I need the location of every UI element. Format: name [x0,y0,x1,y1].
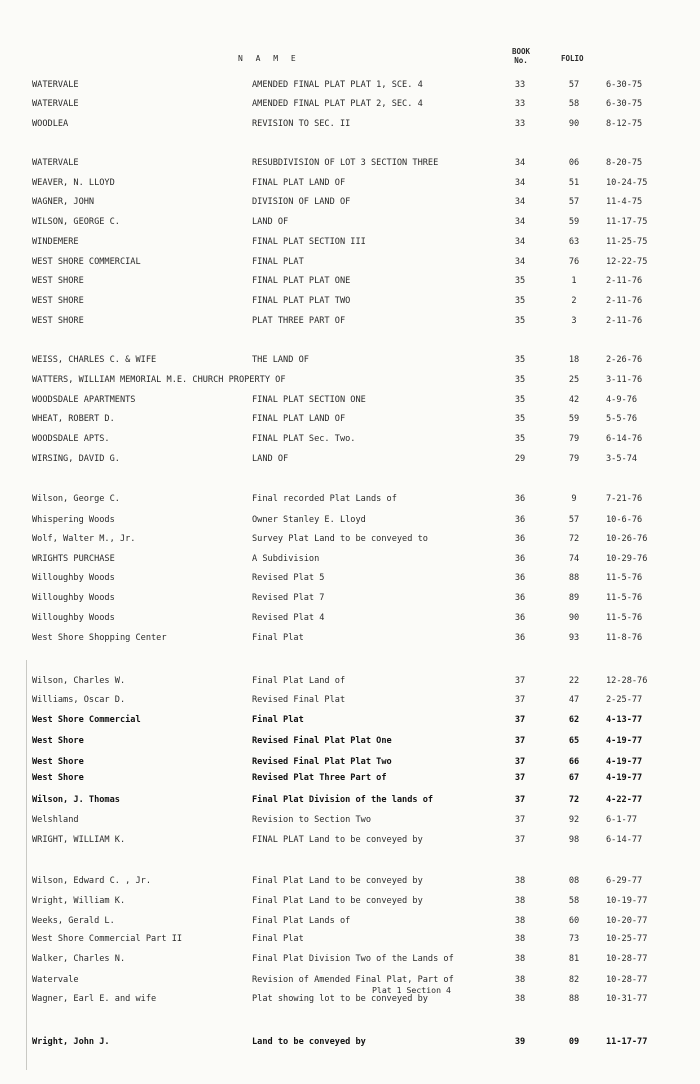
row-date: 3-5-74 [606,454,638,464]
row-name: Willoughby Woods [32,573,115,583]
row-description: FINAL PLAT SECTION III [252,237,366,247]
row-book: 34 [514,257,526,267]
row-date: 10-31-77 [606,994,648,1004]
table-row [0,934,700,948]
table-row [0,1037,700,1051]
row-book: 37 [514,676,526,686]
row-description: Revision of Amended Final Plat, Part of [252,975,454,985]
row-book: 33 [514,99,526,109]
row-folio: 47 [568,695,580,705]
row-name: Whispering Woods [32,515,115,525]
row-date: 6-29-77 [606,876,643,886]
row-description: Owner Stanley E. Lloyd [252,515,366,525]
row-folio: 90 [568,613,580,623]
row-book: 37 [514,795,526,805]
row-folio: 60 [568,916,580,926]
row-book: 36 [514,593,526,603]
row-book: 36 [514,554,526,564]
row-name: Watervale [32,975,79,985]
row-book: 35 [514,375,526,385]
row-date: 4-13-77 [606,715,643,725]
row-description: Revision to Section Two [252,815,371,825]
row-date: 6-30-75 [606,80,643,90]
row-date: 2-11-76 [606,296,643,306]
row-book: 38 [514,896,526,906]
row-folio: 82 [568,975,580,985]
row-description: Revised Final Plat Plat Two [252,757,392,767]
table-row [0,757,700,771]
row-description: Final Plat [252,715,304,725]
row-name: Willoughby Woods [32,613,115,623]
row-name: Welshland [32,815,79,825]
row-date: 11-25-75 [606,237,648,247]
row-name: WAGNER, JOHN [32,197,95,207]
row-description: AMENDED FINAL PLAT PLAT 2, SEC. 4 [252,99,423,109]
row-description: FINAL PLAT Sec. Two. [252,434,356,444]
row-description: FINAL PLAT PLAT ONE [252,276,351,286]
row-name: WOODSDALE APTS. [32,434,110,444]
row-description: Final Plat Land of [252,676,346,686]
table-row [0,534,700,548]
row-description: THE LAND OF [252,355,309,365]
table-row [0,375,700,389]
table-row [0,736,700,750]
row-description: FINAL PLAT LAND OF [252,178,346,188]
row-folio: 63 [568,237,580,247]
table-row [0,158,700,172]
row-book: 37 [514,815,526,825]
row-date: 10-24-75 [606,178,648,188]
row-date: 4-22-77 [606,795,643,805]
row-folio: 58 [568,99,580,109]
row-name: WINDEMERE [32,237,79,247]
row-book: 36 [514,515,526,525]
row-book: 38 [514,934,526,944]
row-date: 10-28-77 [606,954,648,964]
row-name: WEST SHORE [32,316,84,326]
row-name: WOODSDALE APARTMENTS [32,395,136,405]
row-book: 36 [514,573,526,583]
row-description: Final Plat [252,633,304,643]
row-folio: 1 [571,276,577,286]
row-book: 38 [514,954,526,964]
table-row [0,676,700,690]
row-folio: 76 [568,257,580,267]
table-row [0,395,700,409]
row-description: Final Plat Land to be conveyed by [252,896,423,906]
row-folio: 62 [568,715,580,725]
table-row [0,355,700,369]
table-row [0,414,700,428]
row-name: WIRSING, DAVID G. [32,454,120,464]
row-date: 11-17-77 [606,1037,648,1047]
row-book: 36 [514,613,526,623]
row-folio: 90 [568,119,580,129]
row-folio: 08 [568,876,580,886]
table-row [0,773,700,787]
row-name: Wilson, Edward C. , Jr. [32,876,151,886]
row-description: Survey Plat Land to be conveyed to [252,534,428,544]
table-row [0,554,700,568]
watervale-subline: Plat 1 Section 4 [372,985,451,995]
row-folio: 3 [571,316,577,326]
row-description: PLAT THREE PART OF [252,316,346,326]
table-row [0,954,700,968]
table-row [0,815,700,829]
row-folio: 59 [568,217,580,227]
row-date: 2-26-76 [606,355,643,365]
row-description: LAND OF [252,217,289,227]
table-row [0,876,700,890]
row-folio: 57 [568,515,580,525]
row-folio: 81 [568,954,580,964]
table-row [0,296,700,310]
row-name: West Shore Commercial Part II [32,934,183,944]
table-row [0,975,700,989]
row-date: 11-17-75 [606,217,648,227]
row-folio: 9 [571,494,577,504]
table-row [0,494,700,508]
row-book: 35 [514,316,526,326]
row-book: 34 [514,178,526,188]
row-book: 38 [514,975,526,985]
row-book: 35 [514,276,526,286]
table-row [0,316,700,330]
row-book: 35 [514,395,526,405]
row-date: 10-19-77 [606,896,648,906]
row-book: 33 [514,119,526,129]
row-date: 5-5-76 [606,414,638,424]
table-row [0,795,700,809]
row-date: 10-6-76 [606,515,643,525]
row-folio: 57 [568,80,580,90]
row-name: West Shore [32,773,84,783]
row-date: 11-5-76 [606,573,643,583]
row-description: Final Plat Lands of [252,916,351,926]
table-row [0,217,700,231]
row-folio: 58 [568,896,580,906]
row-date: 6-14-76 [606,434,643,444]
row-book: 35 [514,355,526,365]
row-book: 37 [514,835,526,845]
row-description: Final Plat Land to be conveyed by [252,876,423,886]
row-date: 6-30-75 [606,99,643,109]
row-folio: 57 [568,197,580,207]
row-date: 2-11-76 [606,316,643,326]
row-name: WEISS, CHARLES C. & WIFE [32,355,157,365]
folio-column-header: FOLIO [561,54,584,63]
row-folio: 18 [568,355,580,365]
row-book: 38 [514,876,526,886]
row-folio: 42 [568,395,580,405]
row-description: FINAL PLAT LAND OF [252,414,346,424]
row-date: 10-20-77 [606,916,648,926]
table-row [0,573,700,587]
row-date: 10-28-77 [606,975,648,985]
row-description: FINAL PLAT Land to be conveyed by [252,835,423,845]
row-folio: 98 [568,835,580,845]
row-book: 34 [514,217,526,227]
row-date: 11-5-76 [606,613,643,623]
table-row [0,593,700,607]
row-folio: 92 [568,815,580,825]
row-folio: 89 [568,593,580,603]
row-book: 33 [514,80,526,90]
row-folio: 59 [568,414,580,424]
row-description: Revised Plat Three Part of [252,773,387,783]
row-folio: 65 [568,736,580,746]
table-row [0,695,700,709]
row-name: Wilson, J. Thomas [32,795,120,805]
book-header-line2: No. [514,56,528,65]
table-row [0,197,700,211]
row-book: 35 [514,296,526,306]
row-name: WOODLEA [32,119,69,129]
table-row [0,515,700,529]
row-name: WHEAT, ROBERT D. [32,414,115,424]
row-description: LAND OF [252,454,289,464]
row-description: Revised Plat 4 [252,613,325,623]
table-row [0,994,700,1008]
row-folio: 93 [568,633,580,643]
table-row [0,276,700,290]
row-name: Willoughby Woods [32,593,115,603]
row-date: 2-11-76 [606,276,643,286]
row-name: WATERVALE [32,158,79,168]
row-description: Revised Final Plat [252,695,346,705]
row-date: 4-19-77 [606,736,643,746]
row-date: 3-11-76 [606,375,643,385]
row-name: Wilson, Charles W. [32,676,126,686]
row-book: 38 [514,994,526,1004]
row-name: WEAVER, N. LLOYD [32,178,115,188]
row-description: Final Plat [252,934,304,944]
row-description: REVISION TO SEC. II [252,119,351,129]
row-description: Revised Plat 7 [252,593,325,603]
table-row [0,119,700,133]
row-folio: 66 [568,757,580,767]
row-name: WATERVALE [32,99,79,109]
row-name: West Shore [32,736,84,746]
row-description: Land to be conveyed by [252,1037,366,1047]
margin-rule [26,660,27,1070]
row-name: Wolf, Walter M., Jr. [32,534,136,544]
table-row [0,916,700,930]
row-book: 36 [514,494,526,504]
row-date: 8-12-75 [606,119,643,129]
column-header [0,0,700,80]
row-book: 37 [514,736,526,746]
row-folio: 22 [568,676,580,686]
row-description: Final recorded Plat Lands of [252,494,397,504]
row-date: 2-25-77 [606,695,643,705]
row-folio: 79 [568,434,580,444]
row-date: 7-21-76 [606,494,643,504]
table-row [0,257,700,271]
row-name: Wagner, Earl E. and wife [32,994,157,1004]
row-date: 6-14-77 [606,835,643,845]
row-book: 38 [514,916,526,926]
row-name: Wright, John J. [32,1037,110,1047]
name-column-header: N A M E [238,54,300,63]
table-row [0,80,700,94]
row-description: DIVISION OF LAND OF [252,197,351,207]
table-row [0,715,700,729]
row-folio: 51 [568,178,580,188]
row-book: 29 [514,454,526,464]
row-date: 8-20-75 [606,158,643,168]
row-description: Revised Plat 5 [252,573,325,583]
row-book: 34 [514,237,526,247]
row-date: 11-4-75 [606,197,643,207]
row-name: WEST SHORE [32,296,84,306]
row-folio: 06 [568,158,580,168]
row-date: 10-25-77 [606,934,648,944]
row-folio: 67 [568,773,580,783]
row-name: West Shore Shopping Center [32,633,167,643]
row-date: 4-19-77 [606,773,643,783]
row-description: RESUBDIVISION OF LOT 3 SECTION THREE [252,158,439,168]
row-description: Final Plat Division Two of the Lands of [252,954,454,964]
row-date: 12-28-76 [606,676,648,686]
row-folio: 25 [568,375,580,385]
row-description: Revised Final Plat Plat One [252,736,392,746]
row-book: 39 [514,1037,526,1047]
table-row [0,237,700,251]
book-header-line1: BOOK [511,47,531,56]
table-row [0,434,700,448]
row-folio: 09 [568,1037,580,1047]
row-date: 11-5-76 [606,593,643,603]
row-book: 37 [514,757,526,767]
row-folio: 72 [568,534,580,544]
row-name: Wright, William K. [32,896,126,906]
row-description: FINAL PLAT PLAT TWO [252,296,351,306]
row-date: 6-1-77 [606,815,638,825]
row-folio: 88 [568,573,580,583]
row-name: WEST SHORE [32,276,84,286]
table-row [0,633,700,647]
row-date: 4-19-77 [606,757,643,767]
row-name: Walker, Charles N. [32,954,126,964]
row-folio: 73 [568,934,580,944]
row-book: 35 [514,414,526,424]
row-description: Plat showing lot to be conveyed by [252,994,428,1004]
row-book: 37 [514,773,526,783]
row-date: 4-9-76 [606,395,638,405]
row-name: WILSON, GEORGE C. [32,217,120,227]
row-book: 34 [514,158,526,168]
row-name: WATERVALE [32,80,79,90]
row-date: 11-8-76 [606,633,643,643]
row-description: Final Plat Division of the lands of [252,795,434,805]
row-folio: 79 [568,454,580,464]
row-name: Wilson, George C. [32,494,120,504]
row-name: WRIGHTS PURCHASE [32,554,115,564]
table-row [0,99,700,113]
row-name: WRIGHT, WILLIAM K. [32,835,126,845]
row-name: Williams, Oscar D. [32,695,126,705]
row-description: AMENDED FINAL PLAT PLAT 1, SCE. 4 [252,80,423,90]
row-book: 36 [514,534,526,544]
row-name: West Shore Commercial [32,715,141,725]
row-name: WATTERS, WILLIAM MEMORIAL M.E. CHURCH PROPERTY OF [32,375,286,385]
row-book: 35 [514,434,526,444]
row-name: WEST SHORE COMMERCIAL [32,257,141,267]
row-date: 12-22-75 [606,257,648,267]
row-folio: 88 [568,994,580,1004]
table-row [0,454,700,468]
row-folio: 72 [568,795,580,805]
book-column-header [506,47,536,65]
row-description: FINAL PLAT SECTION ONE [252,395,366,405]
row-book: 36 [514,633,526,643]
table-row [0,613,700,627]
row-book: 37 [514,695,526,705]
row-description: FINAL PLAT [252,257,304,267]
table-row [0,835,700,849]
row-date: 10-29-76 [606,554,648,564]
table-row [0,178,700,192]
row-name: Weeks, Gerald L. [32,916,115,926]
row-folio: 2 [571,296,577,306]
table-row [0,896,700,910]
row-folio: 74 [568,554,580,564]
row-date: 10-26-76 [606,534,648,544]
row-description: A Subdivision [252,554,320,564]
row-book: 34 [514,197,526,207]
row-name: West Shore [32,757,84,767]
row-book: 37 [514,715,526,725]
